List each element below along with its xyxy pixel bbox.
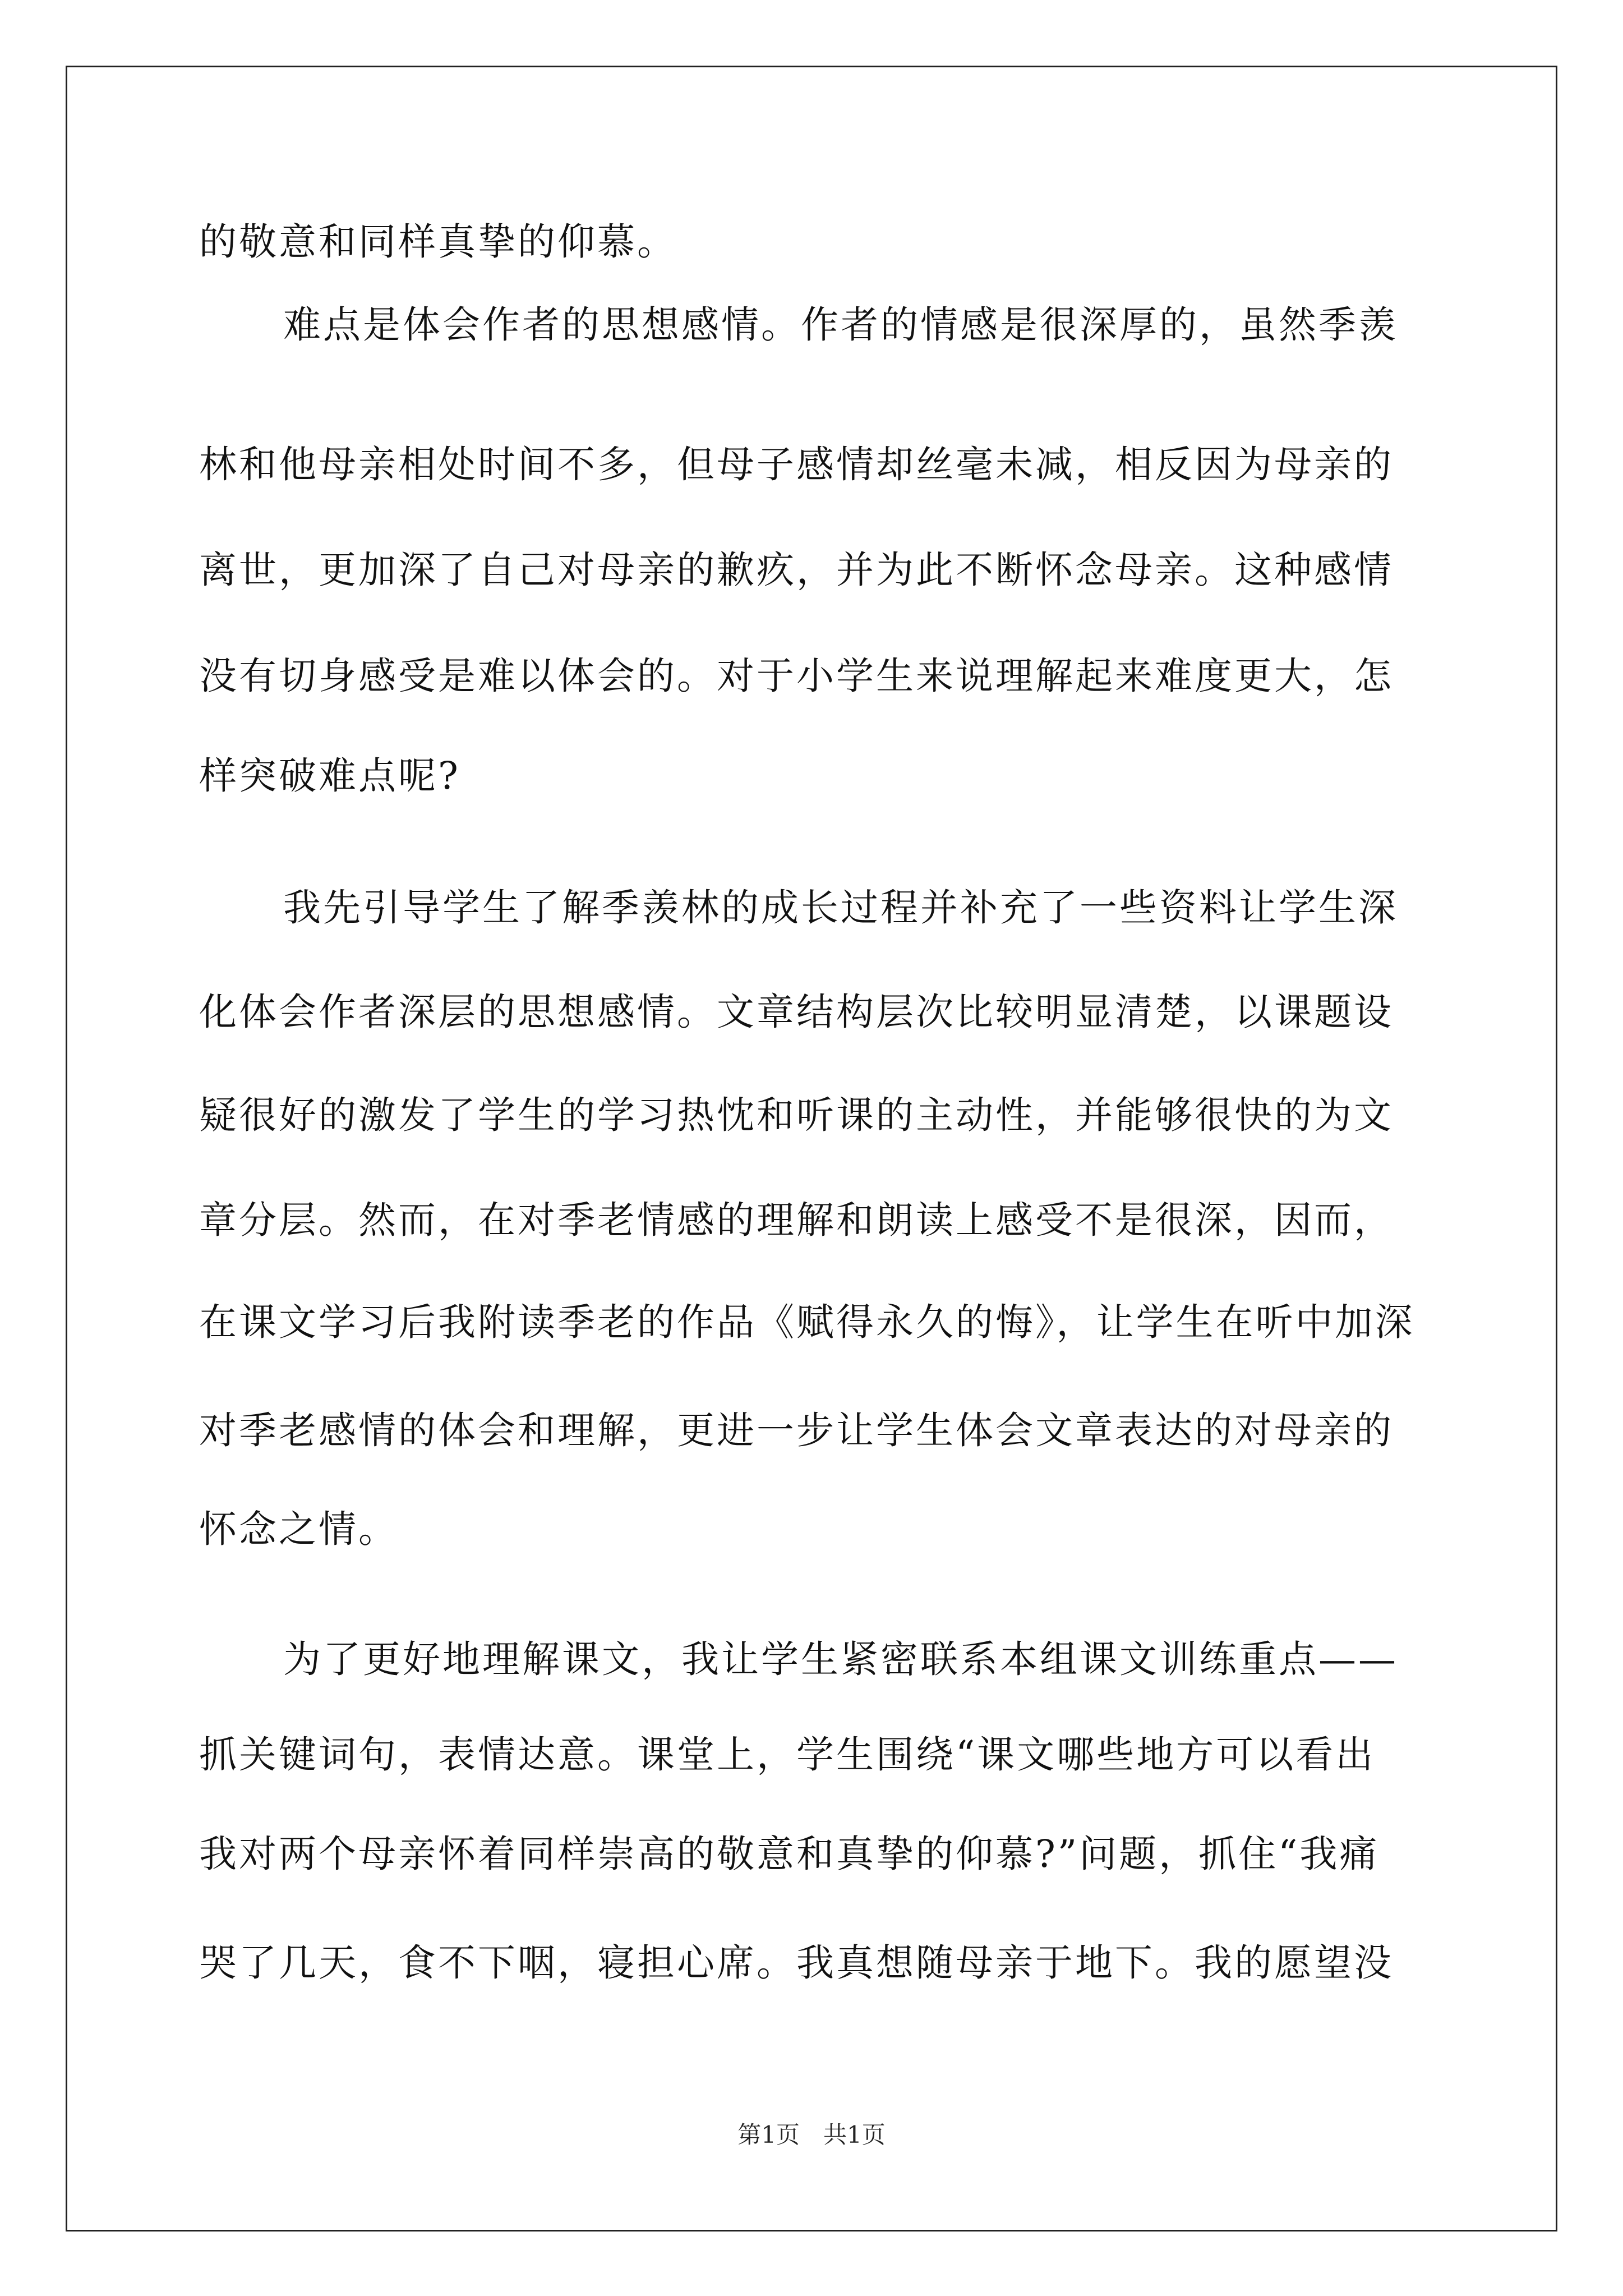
text-line: 疑很好的激发了学生的学习热忱和听课的主动性，并能够很快的为文 [199, 1093, 1394, 1137]
text-line: 抓关键词句，表情达意。课堂上，学生围绕“课文哪些地方可以看出 [199, 1733, 1376, 1777]
text-line: 难点是体会作者的思想感情。作者的情感是很深厚的，虽然季羡 [283, 303, 1398, 347]
text-line: 的敬意和同样真挚的仰慕。 [199, 220, 677, 264]
text-line: 对季老感情的体会和理解，更进一步让学生体会文章表达的对母亲的 [199, 1409, 1394, 1452]
page-border [66, 66, 1557, 2231]
text-line: 没有切身感受是难以体会的。对于小学生来说理解起来难度更大，怎 [199, 654, 1394, 698]
text-line: 为了更好地理解课文，我让学生紧密联系本组课文训练重点—— [283, 1637, 1398, 1681]
text-line: 我先引导学生了解季羡林的成长过程并补充了一些资料让学生深 [283, 886, 1398, 930]
text-line: 林和他母亲相处时间不多，但母子感情却丝毫未减，相反因为母亲的 [199, 443, 1394, 486]
page-number: 第1页 共1页 [737, 2121, 886, 2148]
text-line: 离世，更加深了自己对母亲的歉疚，并为此不断怀念母亲。这种感情 [199, 548, 1394, 592]
text-line: 哭了几天，食不下咽，寝担心席。我真想随母亲于地下。我的愿望没 [199, 1941, 1394, 1985]
text-line: 化体会作者深层的思想感情。文章结构层次比较明显清楚，以课题设 [199, 990, 1394, 1034]
text-line: 在课文学习后我附读季老的作品《赋得永久的悔》，让学生在听中加深 [199, 1300, 1415, 1344]
text-line: 样突破难点呢? [199, 754, 460, 798]
text-line: 我对两个母亲怀着同样崇高的敬意和真挚的仰慕?”问题，抓住“我痛 [199, 1832, 1380, 1876]
text-line: 怀念之情。 [199, 1507, 398, 1551]
text-line: 章分层。然而，在对季老情感的理解和朗读上感受不是很深，因而， [199, 1198, 1394, 1242]
